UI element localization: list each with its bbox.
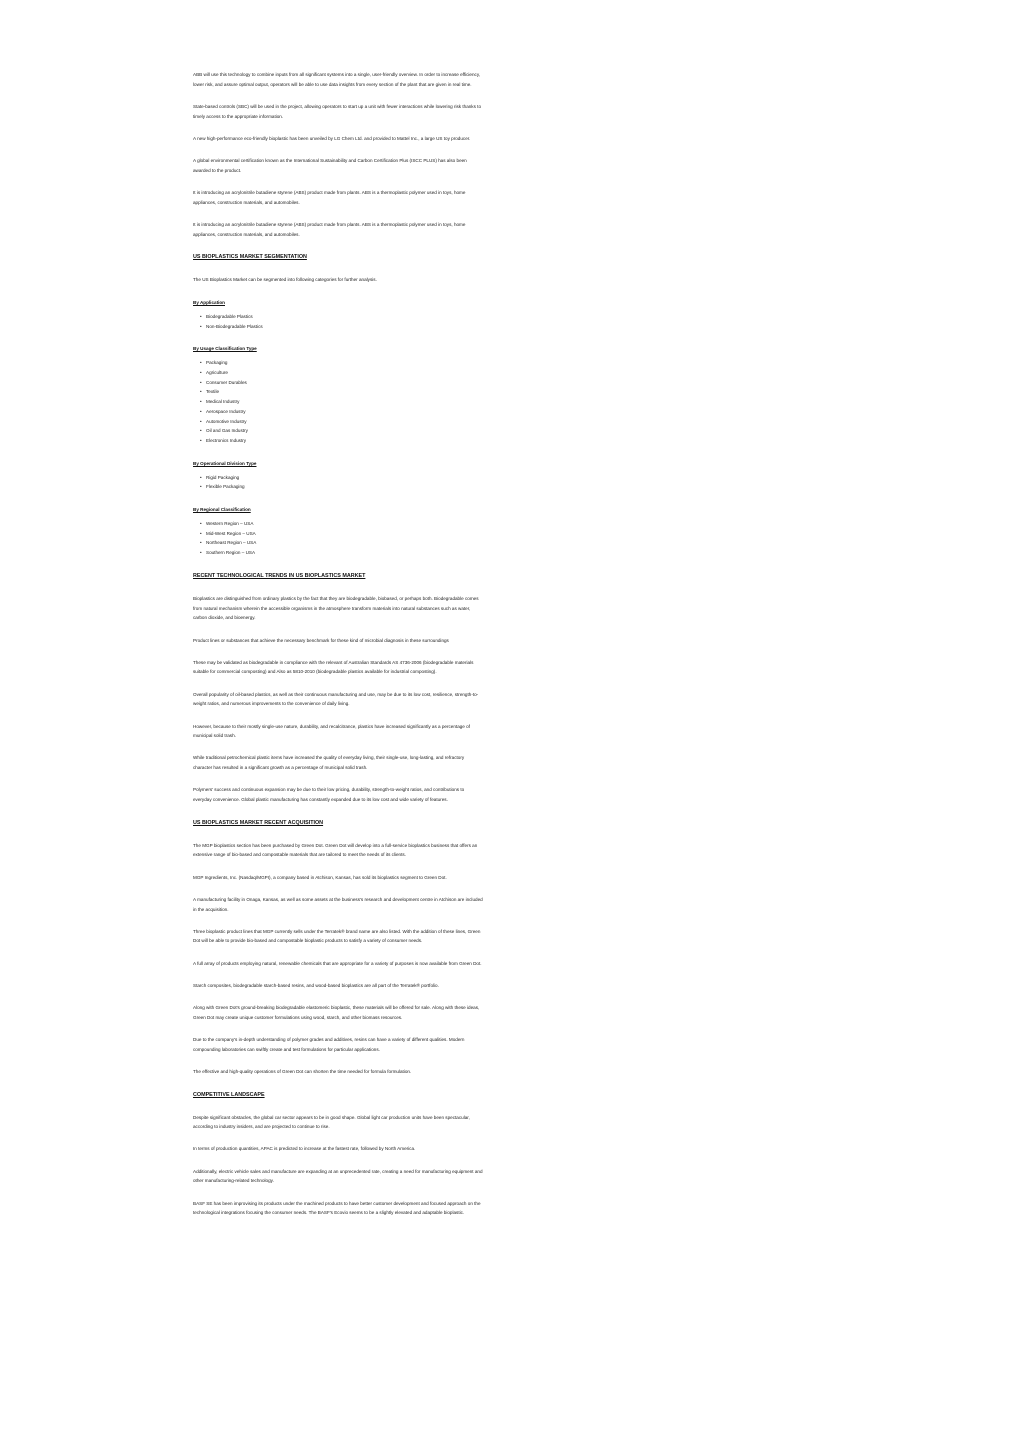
segment-group-title: By Regional Classification <box>193 507 251 513</box>
list-item: • Packaging <box>193 358 483 368</box>
list-item: • Flexible Packaging <box>193 482 483 492</box>
competitive-paragraph: Additionally, electric vehicle sales and manufacture are expanding at an unprecedented rate, creating a need for manufacturing equipment and other manufacturing-related technology. <box>193 1168 483 1184</box>
acquisition-paragraph: Starch composites, biodegradable starch-based resins, and wood-based bioplastics are all part of the Terratek® portfolio. <box>193 982 439 988</box>
list-item: • Consumer Durables <box>193 378 483 388</box>
acquisition-paragraph: A manufacturing facility in Onaga, Kansas, as well as some assets at the business's research and development centre in Atchison are included in the acquisition. <box>193 896 483 912</box>
segment-group-title: By Operational Division Type <box>193 460 257 466</box>
list-item: • Northeast Region – USA <box>193 538 483 548</box>
trends-paragraph: However, because to their mostly single-use nature, durability, and recalcitrance, plastics have increased significantly as a percentage of municipal solid trash. <box>193 723 470 739</box>
acquisition-paragraph: Three bioplastic product lines that MGP currently sells under the Terratek® brand name are also listed. With the addition of these lines, Green Dot will be able to provide bio-based and compostable bioplastic products to satisfy a variety of consumer needs. <box>193 928 481 944</box>
acquisition-paragraph: The MGP bioplastics section has been purchased by Green Dot. Green Dot will develop into a full-service bioplastics business that offers an extensive range of bio-based and compostable materials that are tailored to meet the needs of its clients. <box>193 842 478 858</box>
intro-paragraph: A new high-performance eco-friendly bioplastic has been unveiled by LG Chem Ltd. and provided to Mattel Inc., a large US toy producer. <box>193 135 471 141</box>
acquisition-paragraph: A full array of products employing natural, renewable chemicals that are appropriate for a variety of purposes is now available from Green Dot. <box>193 960 482 966</box>
segment-list <box>193 519 483 558</box>
list-item: • Oil and Gas Industry <box>193 426 483 436</box>
intro-paragraph: A global environmental certification known as the International Sustainability and Carbon Certification Plus (ISCC PLUS) has also been awarded to the product. <box>193 158 467 173</box>
trends-paragraph: Overall popularity of oil-based plastics, as well as their continuous manufacturing and use, may be due to its low cost, resilience, strength-to-weight ratios, and numerous improvements to the convenience of daily living. <box>193 691 479 707</box>
competitive-paragraph: Despite significant obstacles, the global car sector appears to be in good shape. Global light car production units have been spectacular, according to industry insiders, and are projected to continue to rise. <box>193 1114 470 1130</box>
competitive-paragraph: In terms of production quantities, APAC is predicted to increase at the fastest rate, followed by North America. <box>193 1146 416 1152</box>
competitive-paragraph: BASF SE has been improvising its products under the machined products to have better customer development and focused approach on the technological integrations focusing the consumer needs. The BASF's Ecovio seems to be a slightly elevated and adaptable bioplastic. <box>193 1200 481 1216</box>
intro-paragraph: State-based controls (SBC) will be used in the project, allowing operators to start up a unit with fewer interactions while lowering risk thanks to timely access to the appropriate information. <box>193 103 482 119</box>
list-item: • Biodegradable Plastics <box>193 312 483 322</box>
list-item: • Agriculture <box>193 368 483 378</box>
segment-list <box>193 358 483 445</box>
list-item: • Automotive Industry <box>193 417 483 427</box>
list-item: • Aerospace Industry <box>193 407 483 417</box>
trends-paragraph: Bioplastics are distinguished from ordinary plastics by the fact that they are biodegradable, biobased, or perhaps both. Biodegradable comes from natural mechanism wherein the accessible organisms in the atmosphere transform materials into natural substances such as water, carbon dioxide, and bioenergy. <box>193 595 479 621</box>
list-item: • Non-Biodegradable Plastics <box>193 322 483 332</box>
trends-heading: RECENT TECHNOLOGICAL TRENDS IN US BIOPLASTICS MARKET <box>193 572 366 579</box>
list-item: • Mid-West Region – USA <box>193 529 483 539</box>
list-item: • Southern Region – USA <box>193 548 483 558</box>
list-item: • Electronics Industry <box>193 436 483 446</box>
intro-paragraph: It is introducing an acrylonitrile butadiene styrene (ABS) product made from plants. ABS is a thermoplastic polymer used in toys, home appliances, construction materials, and automobiles. <box>193 221 466 237</box>
segment-group-title: By Application <box>193 299 225 305</box>
competitive-heading: COMPETITIVE LANDSCAPE <box>193 1091 265 1098</box>
segment-group-title: By Usage Classification Type <box>193 346 257 352</box>
intro-paragraph: ABB will use this technology to combine inputs from all significant systems into a single, user-friendly overview. In order to increase efficiency, lower risk, and assure optimal output, operators will be able to use data insights from every section of the plant that are given in real time. <box>193 72 481 87</box>
list-item: • Western Region – USA <box>193 519 483 529</box>
segmentation-intro: The US Bioplastics Market can be segmented into following categories for further analysis. <box>193 277 377 283</box>
trends-paragraph: Polymers' success and continuous expansion may be due to their low pricing, durability, strength-to-weight ratios, and contributions to everyday convenience. Global plastic manufacturing has constantly expanded due to its low cost and wide variety of features. <box>193 787 465 803</box>
document-page <box>193 70 483 1218</box>
acquisition-paragraph: The effective and high-quality operations of Green Dot can shorten the time needed for formula formulation. <box>193 1068 412 1074</box>
trends-paragraph: Product lines or substances that achieve the necessary benchmark for these kind of microbial diagnosis in these surroundings <box>193 637 449 643</box>
trends-paragraph: While traditional petrochemical plastic items have increased the quality of everyday living, their single-use, long-lasting, and refractory character has resulted in a significant growth as a percentage of municipal solid trash. <box>193 755 465 771</box>
segment-list <box>193 312 483 331</box>
acquisition-paragraph: Due to the company's in-depth understanding of polymer grades and additives, resins can have a variety of different qualities. Modern compounding laboratories can swiftly create and test formulations for particular applications. <box>193 1036 465 1052</box>
list-item: • Rigid Packaging <box>193 473 483 483</box>
intro-paragraph: It is introducing an acrylonitrile butadiene styrene (ABS) product made from plants. ABS is a thermoplastic polymer used in toys, home appliances, construction materials, and automobiles. <box>193 189 466 205</box>
trends-paragraph: These may be validated as biodegradable in compliance with the relevant of Australian Standards AS 4736-2006 (biodegradable materials suitable for commercial composting) and Also as 5810-2010 (biodegradable plastics available for industrial composting). <box>193 659 474 675</box>
acquisition-paragraph: Along with Green Dot's ground-breaking biodegradable elastomeric bioplastic, these materials will be offered for sale. Along with these ideas, Green Dot may create unique customer formulations using wood, starch, and other biomass resources. <box>193 1005 480 1020</box>
acquisition-paragraph: MGP Ingredients, Inc. (Nasdaq/MGPI), a company based in Atchison, Kansas, has sold its bioplastics segment to Green Dot. <box>193 874 447 880</box>
acquisition-heading: US BIOPLASTICS MARKET RECENT ACQUISITION <box>193 819 324 826</box>
segmentation-heading: US BIOPLASTICS MARKET SEGMENTATION <box>193 254 307 261</box>
list-item: • Textile <box>193 387 483 397</box>
segment-list <box>193 473 483 492</box>
list-item: • Medical Industry <box>193 397 483 407</box>
